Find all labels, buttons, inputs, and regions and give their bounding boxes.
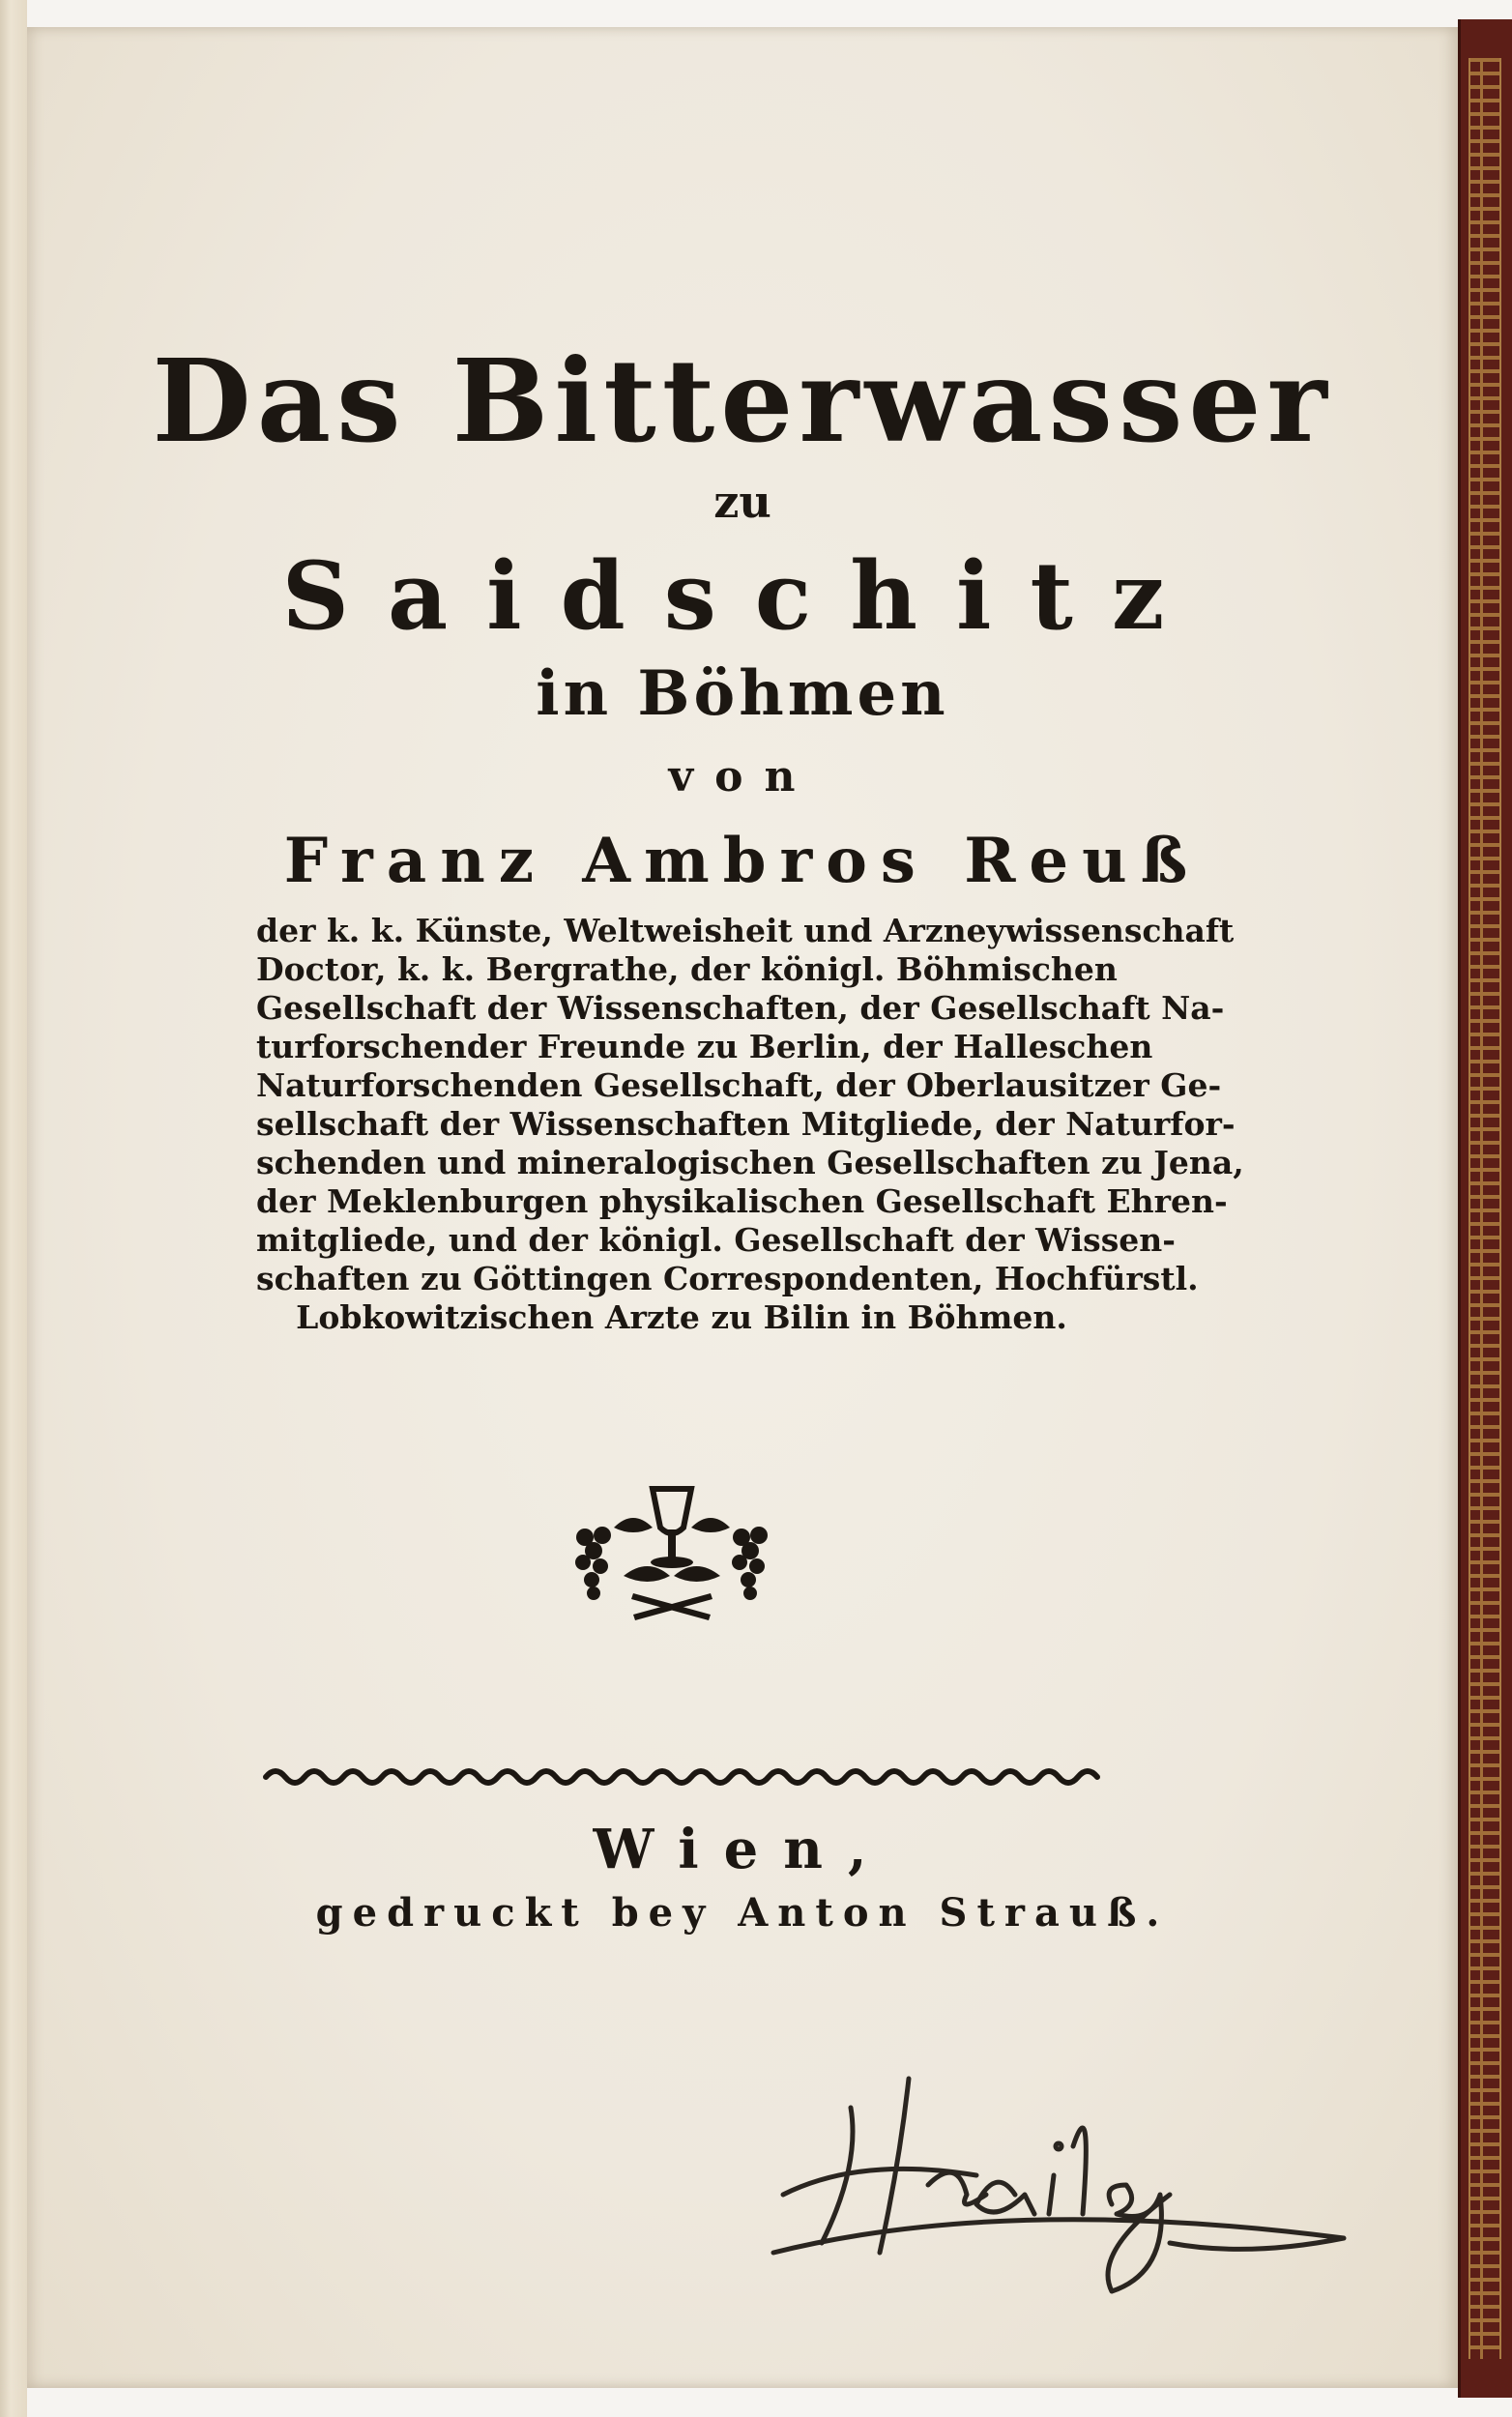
place-name: Saidschitz <box>281 541 1204 651</box>
author-credentials <box>256 912 1244 1337</box>
handwritten-signature <box>764 2050 1382 2301</box>
binding-edge-right <box>1458 19 1512 2398</box>
credential-line: turforschender Freunde zu Berlin, der Halleschen <box>256 1028 1153 1065</box>
credential-line: Naturforschenden Gesellschaft, der Oberlausitzer Ge- <box>256 1066 1222 1104</box>
credential-line: schaften zu Göttingen Correspondenten, Hochfürstl. <box>256 1260 1199 1297</box>
imprint-printer: gedruckt bey Anton Strauß. <box>315 1890 1170 1936</box>
binding-edge-left <box>0 0 27 2417</box>
by-line: von <box>668 752 817 801</box>
credential-line: Lobkowitzischen Arzte zu Bilin in Böhmen. <box>296 1298 1067 1336</box>
region-name: in Böhmen <box>536 657 949 730</box>
credential-line: schenden und mineralogischen Gesellschaften zu Jena, <box>256 1144 1244 1181</box>
grape-goblet-vignette <box>556 1470 788 1624</box>
credential-line: Doctor, k. k. Bergrathe, der königl. Böhmischen <box>256 950 1118 988</box>
credential-line: Gesellschaft der Wissenschaften, der Gesellschaft Na- <box>256 989 1225 1027</box>
gilt-border-ornament <box>1468 58 1501 2359</box>
preposition: zu <box>713 476 771 528</box>
ornamental-rule <box>256 1762 1107 1791</box>
book-title: Das Bitterwasser <box>152 334 1333 468</box>
credential-line: der Meklenburgen physikalischen Gesellschaft Ehren- <box>256 1182 1228 1220</box>
credential-line: sellschaft der Wissenschaften Mitgliede, der Naturfor- <box>256 1105 1236 1143</box>
credential-line: mitgliede, und der königl. Gesellschaft der Wissen- <box>256 1221 1176 1259</box>
credential-line: der k. k. Künste, Weltweisheit und Arzneywissenschaft <box>256 912 1235 949</box>
imprint-city: Wien, <box>593 1818 892 1881</box>
author-name: Franz Ambros Reuß <box>283 825 1202 897</box>
